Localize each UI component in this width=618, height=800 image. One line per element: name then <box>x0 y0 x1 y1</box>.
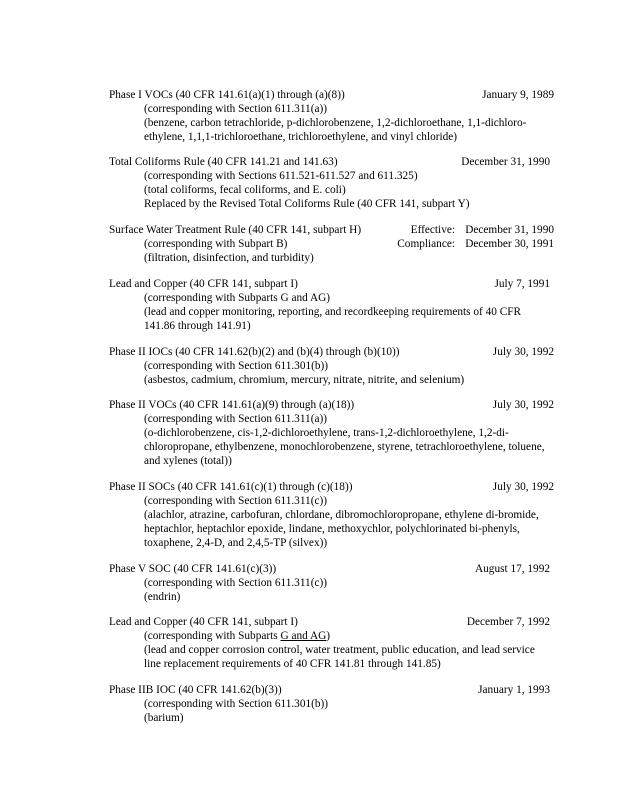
entry-title: Surface Water Treatment Rule (40 CFR 141, subpart H) <box>109 224 362 236</box>
entry-title: Phase V SOC (40 CFR 141.61(c)(3)) <box>109 563 277 575</box>
entry-details: (lead and copper monitoring, reporting, and recordkeeping requirements of 40 CFR 141.86 through 141.91) <box>144 306 522 332</box>
compliance-label: Compliance: <box>397 238 455 250</box>
rule-entry-phase-ii-iocs <box>109 345 554 387</box>
entry-corresponding: (corresponding with Sections 611.521-611.527 and 611.325) <box>144 170 418 182</box>
entry-date: July 30, 1992 <box>492 399 554 411</box>
rule-entry-total-coliforms <box>109 155 554 211</box>
rule-entry-phase-ii-vocs <box>109 398 554 468</box>
entry-details: (alachlor, atrazine, carbofuran, chlordane, dibromochloropropane, ethylene di-bromide, heptachlor, heptachlor epoxide, lindane, methoxychlor, polychlorinated bi-phenyls, toxaphene, 2,4-D, and 2,4,5-TP (silvex)) <box>144 509 539 549</box>
entry-corresponding: (corresponding with Section 611.301(b)) <box>144 360 329 372</box>
entry-header <box>109 398 554 412</box>
entry-date: January 1, 1993 <box>478 684 550 696</box>
entry-details: (filtration, disinfection, and turbidity) <box>144 252 314 264</box>
entry-title: Phase II SOCs (40 CFR 141.61(c)(1) through (c)(18)) <box>109 481 353 493</box>
entry-title: Lead and Copper (40 CFR 141, subpart I) <box>109 278 298 290</box>
entry-details: (total coliforms, fecal coliforms, and E. coli) <box>144 184 346 196</box>
entry-header <box>109 615 554 629</box>
rule-entry-phase-v-soc <box>109 562 554 604</box>
entry-header <box>109 345 554 359</box>
effective-label: Effective: <box>410 224 455 236</box>
rule-entry-phase-i-vocs <box>109 88 554 144</box>
entry-header <box>109 683 554 697</box>
entry-date: July 7, 1991 <box>494 278 550 290</box>
entry-header <box>109 223 554 251</box>
entry-details: (endrin) <box>144 591 181 603</box>
entry-details: (benzene, carbon tetrachloride, p-dichlorobenzene, 1,2-dichloroethane, 1,1-dichloro-ethylene, 1,1,1-trichloroethane, trichloroethylene, and vinyl chloride) <box>144 117 527 143</box>
entry-date: August 17, 1992 <box>474 563 550 575</box>
entry-header <box>109 562 554 576</box>
rule-entry-lead-copper-1991 <box>109 277 554 333</box>
entry-corresponding: (corresponding with Section 611.311(c)) <box>144 495 328 507</box>
entry-corresponding <box>109 629 554 643</box>
entry-date: January 9, 1989 <box>482 89 554 101</box>
entry-date: December 7, 1992 <box>466 616 550 628</box>
entry-header <box>109 88 554 102</box>
entry-corresponding: (corresponding with Section 611.301(b)) <box>144 698 329 710</box>
rule-entry-surface-water <box>109 223 554 265</box>
entry-details: (o-dichlorobenzene, cis-1,2-dichloroethylene, trans-1,2-dichloroethylene, 1,2-di-chloropropane, ethylbenzene, monochlorobenzene, styrene, tetrachloroethylene, toluene, and xylenes (total)) <box>144 427 545 467</box>
corresponding-underlined: G and AG <box>280 630 327 642</box>
rule-entry-phase-iib-ioc <box>109 683 554 725</box>
effective-date: December 31, 1990 <box>465 224 554 236</box>
entry-header <box>109 277 554 291</box>
entry-corresponding: (corresponding with Section 611.311(a)) <box>144 413 328 425</box>
corresponding-suffix: ) <box>326 630 331 642</box>
entry-details: (asbestos, cadmium, chromium, mercury, nitrate, nitrite, and selenium) <box>144 374 465 386</box>
corresponding-prefix: (corresponding with Subparts <box>144 630 281 642</box>
entry-title: Phase IIB IOC (40 CFR 141.62(b)(3)) <box>109 684 282 696</box>
entry-header <box>109 480 554 494</box>
entry-corresponding: (corresponding with Subpart B) <box>144 238 288 250</box>
entry-title: Phase II IOCs (40 CFR 141.62(b)(2) and (b)(4) through (b)(10)) <box>109 346 400 358</box>
rule-entry-phase-ii-socs <box>109 480 554 550</box>
entry-corresponding: (corresponding with Section 611.311(a)) <box>144 103 328 115</box>
entry-title: Lead and Copper (40 CFR 141, subpart I) <box>109 616 298 628</box>
entry-date: July 30, 1992 <box>492 481 554 493</box>
entry-title: Phase II VOCs (40 CFR 141.61(a)(9) through (a)(18)) <box>109 399 355 411</box>
entry-date: December 31, 1990 <box>461 156 550 168</box>
compliance-date: December 30, 1991 <box>465 238 554 250</box>
entry-title: Phase I VOCs (40 CFR 141.61(a)(1) through (a)(8)) <box>109 89 345 101</box>
entry-details: (lead and copper corrosion control, water treatment, public education, and lead service line replacement requirements of 40 CFR 141.81 through 141.85) <box>144 644 535 670</box>
entry-header <box>109 155 554 169</box>
entry-note: Replaced by the Revised Total Coliforms Rule (40 CFR 141, subpart Y) <box>144 198 470 210</box>
entry-date: July 30, 1992 <box>492 346 554 358</box>
entry-title: Total Coliforms Rule (40 CFR 141.21 and 141.63) <box>109 156 338 168</box>
entry-details: (barium) <box>144 712 184 724</box>
entry-corresponding: (corresponding with Section 611.311(c)) <box>144 577 328 589</box>
entry-corresponding: (corresponding with Subparts G and AG) <box>144 292 331 304</box>
rule-entry-lead-copper-1992 <box>109 615 554 671</box>
entry-dates <box>379 223 554 251</box>
